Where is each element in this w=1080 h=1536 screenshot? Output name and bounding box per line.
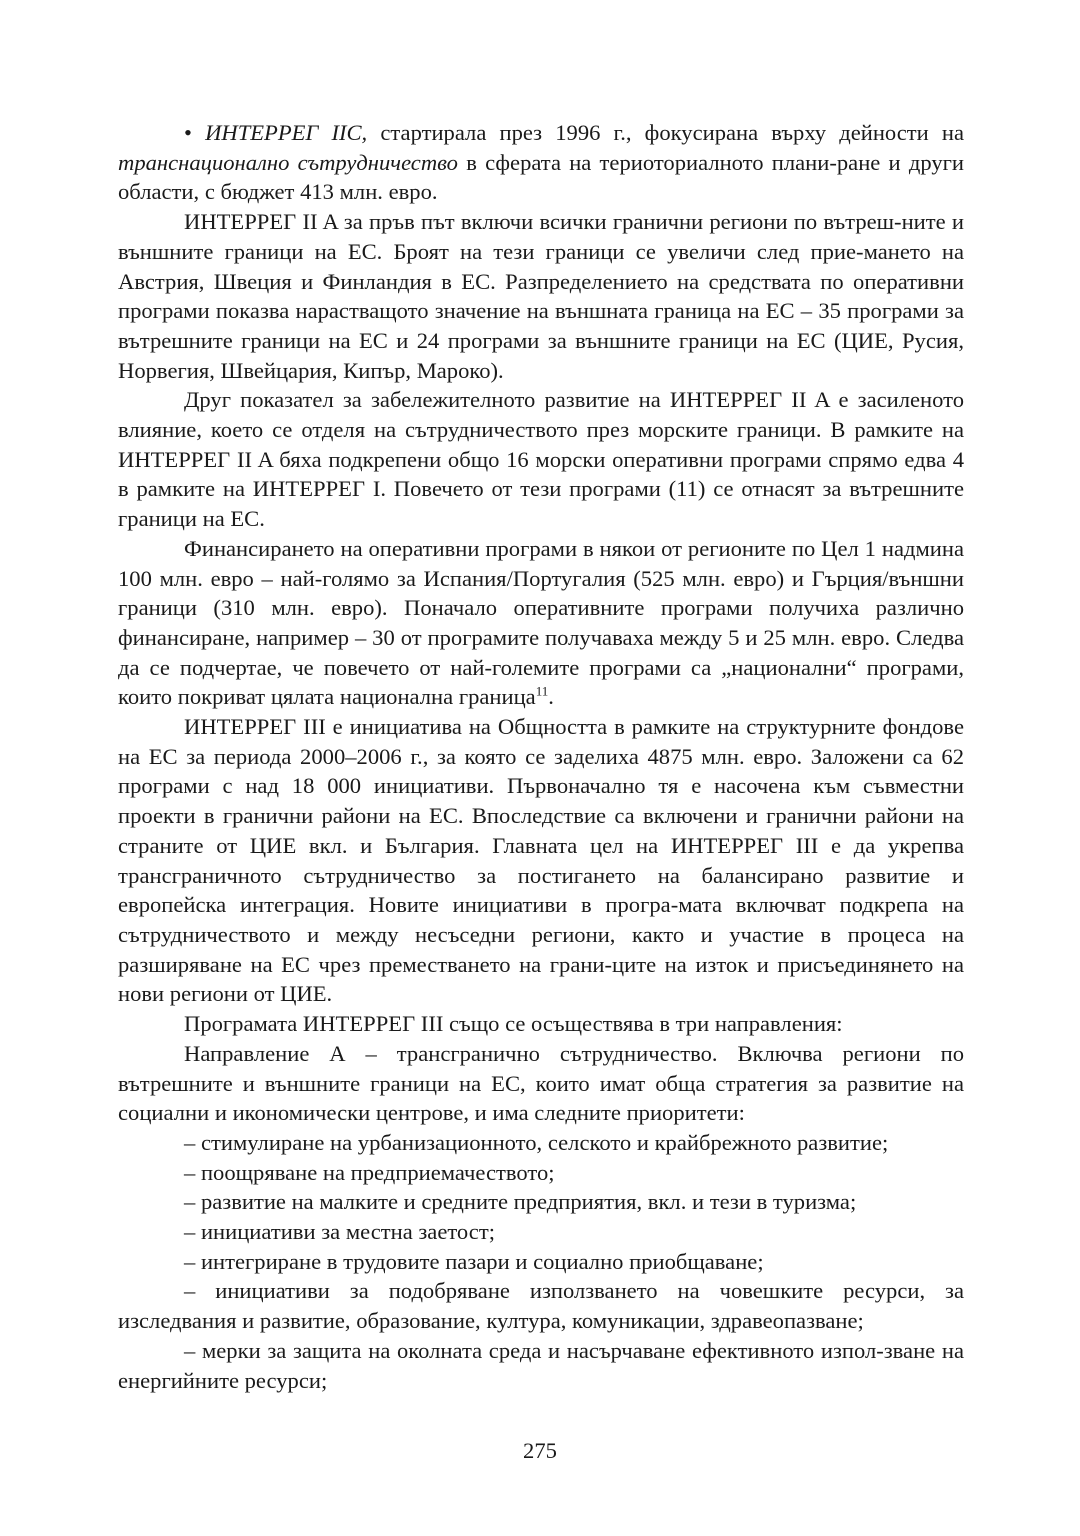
list-item: – поощряване на предприемачеството; [184,1159,555,1185]
list-item: – инициативи за местна заетост; [184,1219,495,1245]
italic-term-transnational: транснационално сътрудничество [118,149,458,175]
paragraph: ИНТЕРРЕГ II A за пръв път включи всички гранични региони по вътреш-ните и външните граници на ЕС. Броят на тези граници се увеличи след прие-мането на Австрия, Швеция и Финландия в ЕС. Разпределението на средствата по оперативни програми показва нарастващото значение на външната граница на ЕС – 35 програми за вътрешните граници на ЕС и 24 програми за външните граници на ЕС (ЦИЕ, Русия, Норвегия, Швейцария, Кипър, Мароко). [118,209,964,383]
paragraph: Програмата ИНТЕРРЕГ III също се осъществява в три направления: [184,1011,843,1037]
paragraph-text: в сферата на териоториалното плани-ране и други области, с бюджет 413 млн. евро. [118,149,965,205]
page-body [118,118,964,1395]
paragraph-interreg-iic [118,118,964,207]
paragraph-text: . [548,684,554,710]
list-item: – мерки за защита на околната среда и насърчаване ефективното изпол-зване на енергийните ресурси; [118,1337,964,1393]
paragraph-text: стартирала през 1996 г., фокусирана върху дейности на [380,120,965,145]
paragraph: Друг показател за забележителното развитие на ИНТЕРРЕГ II A е засиленото влияние, което се отделя на сътрудничеството през морските граници. В рамките на ИНТЕРРЕГ II A бяха подкрепени общо 16 морски оперативни програми спрямо едва 4 в рамките на ИНТЕРРЕГ I. Повечето от тези програми (11) се отнасят за вътрешните граници на ЕС. [118,387,964,532]
list-item: – стимулиране на урбанизационното, селското и крайбрежното развитие; [184,1129,889,1155]
list-item: – развитие на малките и средните предприятия, вкл. и тези в туризма; [184,1189,857,1215]
paragraph-text: Финансирането на оперативни програми в някои от регионите по Цел 1 надмина 100 млн. евро – най-голямо за Испания/Португалия (525 млн. евро) и Гърция/външни граници (310 млн. евро). Поначало оперативните програми получиха различно финансиране, например – 30 от програмите получаваха между 5 и 25 млн. евро. Следва да се подчертае, че повечето от най-големите програми са „национални“ програми, които покриват цялата национална граница [118,535,964,710]
bullet: • [184,120,192,145]
italic-term-interreg-iic: ИНТЕРРЕГ IIC, [205,120,368,145]
list-item: – интегриране в трудовите пазари и социално приобщаване; [184,1248,764,1274]
paragraph-financing [118,534,964,712]
paragraph: ИНТЕРРЕГ III е инициатива на Общността в рамките на структурните фондове на ЕС за периода 2000–2006 г., за която се заделиха 4875 млн. евро. Заложени са 62 програми с над 18 000 инициативи. Първоначално тя е насочена към съвместни проекти в гранични райони на ЕС. Впоследствие са включени и гранични райони на страните от ЦИЕ вкл. и България. Главната цел на ИНТЕРРЕГ III е да укрепва трансграничното сътрудничество за постигането на балансирано развитие и европейска интеграция. Новите инициативи в програ-мата включват подкрепа на сътрудничеството и между несъседни региони, както и участие в процеса на разширяване на ЕС чрез преместването на грани-ците на изток и присъединянето на нови региони от ЦИЕ. [118,714,964,1007]
paragraph: Направление А – трансгранично сътрудничество. Включва региони по вътрешните и външните граници на ЕС, които имат обща стратегия за развитие на социални и икономически центрове, и има следните приоритети: [118,1040,964,1126]
list-item: – инициативи за подобряване използването на човешките ресурси, за изследвания и развитие, образование, култура, комуникации, здравеопазване; [118,1278,964,1334]
page-number: 275 [523,1438,557,1463]
footnote-marker: 11 [535,683,549,699]
